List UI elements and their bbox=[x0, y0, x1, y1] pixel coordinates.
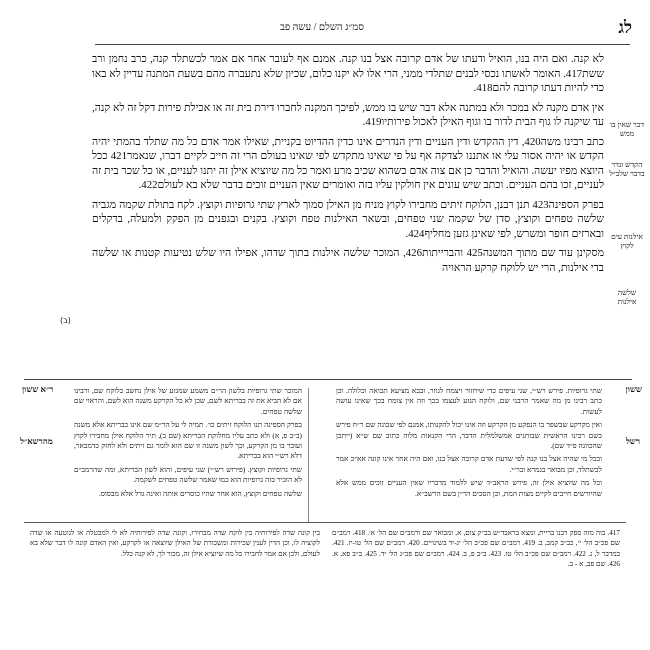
commentary-rule bbox=[24, 379, 632, 380]
main-paragraph-5: מסקינן עוד שם מתוך המשנה425 והברייתות426, המוכר שלשה אילנות בתוך שדהו, אפילו היו שלש נטיעות קטנות או שלשה בדי אילנות, הרי יש ללוקח קרקע הראויה bbox=[92, 247, 604, 274]
margin-note-hekdesh: הקדש ונדר בדבר שלב״ל bbox=[609, 160, 645, 178]
main-paragraph-2: אין אדם מקנה לא במכר ולא במתנה אלא דבר שיש בו ממש, לפיכך המקנה לחברו דירת בית זה או אכילת פירות דקל זה לא קנה, עד שיקנה לו גוף הבית לדור בו וגוף האילן לאכול פירותיו419. bbox=[92, 101, 604, 128]
header-rule bbox=[95, 44, 630, 45]
commentary-right-column bbox=[336, 386, 602, 520]
commentary-paragraph: ובכל מי שהיה אצל בנו קנה לפי שדעת אדם קרובה אצל בנו, ואם היה אחר אינו קונה אא״כ אמר לכשתלד, וכן מבואר בגמרא ובר״י. bbox=[336, 454, 602, 474]
footnotes bbox=[24, 522, 626, 634]
commentary-label-left: ר״א ששון bbox=[22, 384, 54, 394]
commentary-label-left-2: מהרשא״ל bbox=[20, 436, 53, 446]
commentary-label-right: ששון bbox=[625, 384, 642, 394]
commentary-paragraph: המוכר שתי גרופיות בלשון הר״ם משמע שמגזע של אילן נחשב כלוקח שם, ורבינו אם לא הביא את זה בבריתא לשם, שכן לא כל הקרקע משנה הוא לשם, והראוי שם שלשה טפחים. bbox=[74, 386, 302, 416]
commentary-paragraph: וכל מה שיוציא אילן זה, פירש הראב״ד שיש ללמוד מדבריו שאין העניים זוכים ממש אלא שהיורשים חייבים לקיים מצות המת, וכן הסכים הר״ן בשם הרשב״א. bbox=[336, 478, 602, 498]
footnotes-rule bbox=[24, 522, 626, 523]
commentary-left-column bbox=[74, 386, 302, 520]
commentary-paragraph: בפרק הספינה תנו הלוקח זיתים כו׳. תמיה לי על הר״מ שם אינו כבריתא אלא משנה (ב״ב פ, א) ולא כתב עליו מחלוקת הבריתא (שם ב), תיר הלוקח אילן מחבירו לקוץ ועובר בו מן הקרקע, וכך לשון משנה זו שם הוא לומר גם זיתים ולא לחזק כדמבאר, דלא רש״י הוא בבריתא. bbox=[74, 420, 302, 461]
commentary-paragraph: שתי גרופיות וקוצץ. (פירוש רש״י) שני עיפים, והוא לשון הבריתא, ומה שהרמב״ם לא הזכיר בזה גרופיות הוא כמו שאמר שלשה טפחים לשקמה. bbox=[74, 464, 302, 485]
footnotes-left-column: בין קונה שדה לפירותיה בין לוקח שדה מבחירו, וקונה שדה לפירותיה לא לי למבטלה או לנוטעה או שדה לקוציה לו, וכן הדין לענין שכירות ומשכורת של האילן שיוצאה או לקרקע, ואין האדם קונה לו דבר שלא בא לעולם, ולכן אם אמר לחבירו כל מה שיוציא אילן זה, מכור לך, לא קנה כלל. bbox=[30, 529, 320, 558]
commentary-paragraph: ואין מקרקע שבשפר בו הנפקע מן הקרקע וזה אינו יכול להקנותו, אמנם לפי שבונה שם ר״ח פירש בשם רבינו הראשית שבוחנים אמשלמלית הדבר, הרי הקנאות מלוה כתוב שם ש״א (ייתכן שהכוונה פ״ד שם). bbox=[336, 420, 602, 451]
running-head: סמ״ג השלם / עשה פב bbox=[280, 22, 364, 33]
main-text bbox=[92, 52, 604, 280]
margin-note-three-trees: שלשה אילנות bbox=[617, 288, 637, 306]
commentary-paragraph: שלשה טפחים וקוצץ, הוא אחר שהיו כוסרים אותה ואינה גדל אלא מבסוס. bbox=[98, 488, 302, 498]
footnotes-right-column: 417. בוה מזה ספק רבנו בריית, ומצא בראבד״ש בב״ק צום, א, ומבואר שם ורמב״ם שם הל׳ א׳. 418. רמב״ם שם פכ״ב הל׳ י׳, כב״ב קמב, ב. 419. רמב״ם שם פכ״ב הל׳ יג-יד בשינויים. 420. רמב״ם שם הל׳ טו-יז. 421. במדבר ל, ג. 422. רמב״ם שם פכ״ב הל׳ טז. 423. ב״ב פ, ב. 424. רמב״ם שם פכ״ג הל׳ יד. 425. ב״ב פא, א. 426. שם פב, א - ב. bbox=[332, 529, 620, 568]
column-divider bbox=[308, 388, 309, 522]
margin-note-trees-cutting: אילנות עים לקוץ bbox=[611, 232, 643, 250]
page-number: לג bbox=[618, 18, 632, 37]
section-marker: (ב) bbox=[60, 316, 71, 325]
commentary-label-right-2: רשל bbox=[625, 436, 640, 446]
main-paragraph-3: כתב רבינו משה420, דין ההקדש ודין העניים ודין הנדרים אינו כדין ההדיוט בקניית, שאילו אמר אדם כל מה שתלד בהמתי יהיה הקדש או יהיה אסור עלי או אתננו לצדקה אף על פי שאינו מתקדש לפי שאינו בעולם הרי זה חייב לקיים דברו, שנאמר421 ככל היוצא מפיו יעשה. והואיל והדבר כן אם צוה אדם כשהוא שכיב מרע ואמר כל מה שיוציא אילן זה יתנו לעניים, או כל שכר בית זה לעניים, זכו בהם העניים. וכתב שיש עונים אין חולקין עליו בזה ואומרים שאין העניים זוכים בדבר שלא בא לעולם422. bbox=[92, 135, 605, 191]
commentary-paragraph: שתי גרופיות. פירש רש״י, שני עיפים כדי שיחזור ויצמח לגוזר, ובבא מציעא תבואה וכלולה. וכן כתב רבינו מן מה שאמר הרבני שם, ולוקח הגזע לעצמו בכך וזה אין צומח בכך שאינו עושה לעשות. bbox=[336, 386, 602, 416]
main-paragraph-4: בפרק הספינה423 תנן רבנן, הלוקח זיתים מחבירו לקוץ מניח מן האילן סמוך לארץ שתי גרופיות וקוצץ. לקח בתולת שקמה מגביה שלשה טפחים וקוצץ, סדן של שקמה שני טפחים, ובשאר האילנות טפח וקוצץ. בקנים ובגפנים מן הפקק ולמעלה, בדקלים ובארזים חופר ומשרש, לפי שאינן גזען מחליף424. bbox=[92, 198, 604, 240]
main-paragraph-1: לא קנה. ואם היה בנו, הואיל ודעתו של אדם קרובה אצל בנו קנה. אמנם אף לעובר אחר אם אמר לכשתלד קנה, כרב נחמן ורב ששת417. האומר לאשתו נכסי לבנים שתלדי ממני, הרי אלו לא יקנו כלום, שכיון שלא נתעברה מהם בשעת המתנה עדיין לא באו כדי להיות דעתו קרובה להם418. bbox=[92, 53, 604, 94]
margin-note-no-substance: דבר שאין בו ממש bbox=[610, 120, 644, 138]
